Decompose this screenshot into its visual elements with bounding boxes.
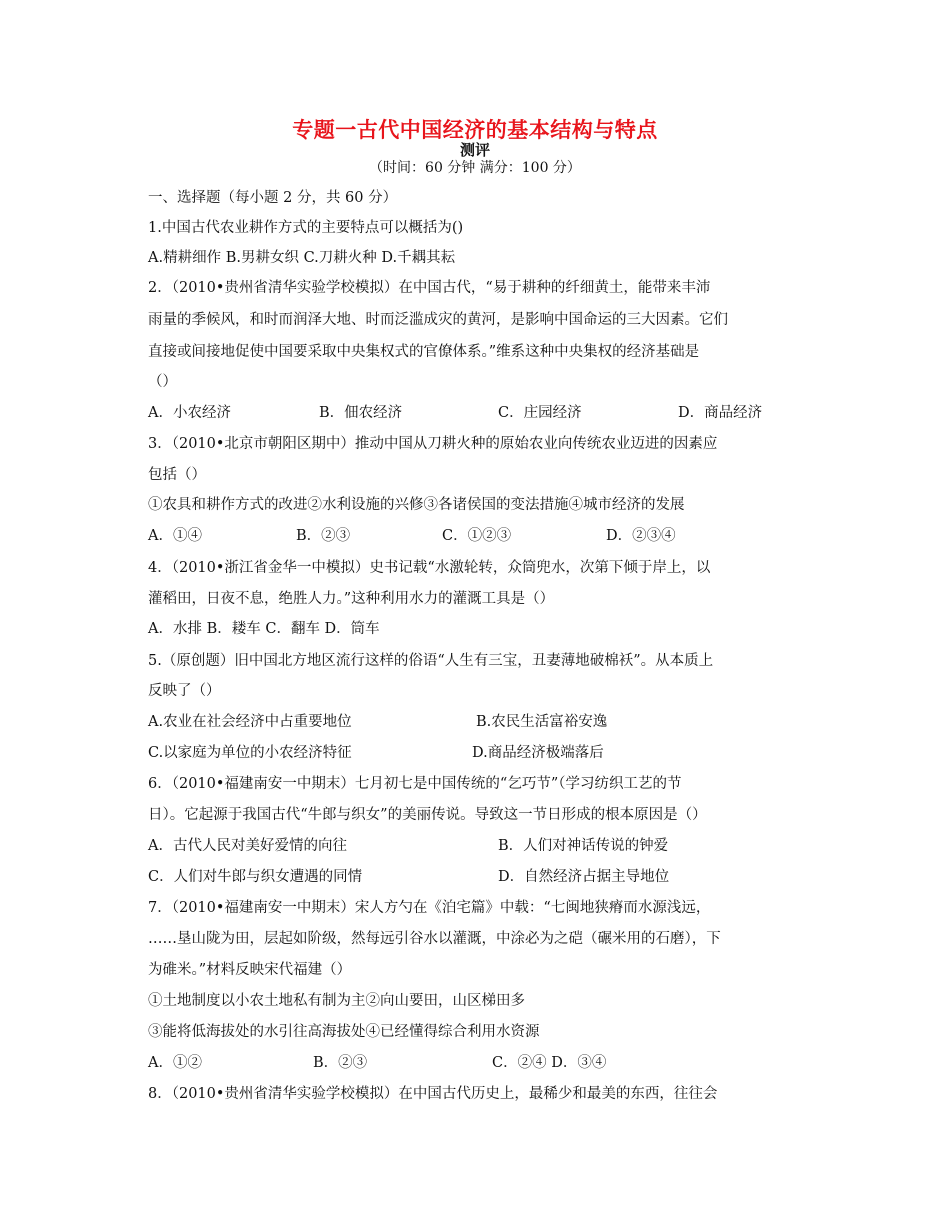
q5-option-a: A.农业在社会经济中占重要地位 bbox=[148, 714, 352, 730]
q3-option-b: B．②③ bbox=[296, 528, 351, 544]
q5-option-c: C.以家庭为单位的小农经济特征 bbox=[148, 745, 352, 761]
q3-line3: ①农具和耕作方式的改进②水利设施的兴修③各诸侯国的变法措施④城市经济的发展 bbox=[148, 497, 685, 513]
q3-option-d: D．②③④ bbox=[606, 528, 676, 544]
q7-line4: ①土地制度以小农土地私有制为主②向山要田，山区梯田多 bbox=[148, 993, 525, 1009]
q2-option-c: C．庄园经济 bbox=[498, 405, 582, 421]
q7-line5: ③能将低海拔处的水引往高海拔处④已经懂得综合利用水资源 bbox=[148, 1024, 540, 1040]
q8-line1: 8．（2010•贵州省清华实验学校模拟）在中国古代历史上，最稀少和最美的东西，往往会 bbox=[148, 1086, 718, 1102]
q6-line1: 6．（2010•福建南安一中期末）七月初七是中国传统的“乞巧节”（学习纺织工艺的节 bbox=[148, 776, 682, 792]
q3-line1: 3．（2010•北京市朝阳区期中）推动中国从刀耕火种的原始农业向传统农业迈进的因素应 bbox=[148, 436, 718, 452]
q7-line2: ……垦山陇为田，层起如阶级，然每远引谷水以灌溉，中涂必为之硙（碾米用的石磨），下 bbox=[148, 931, 721, 947]
q6-option-b: B．人们对神话传说的钟爱 bbox=[498, 838, 669, 854]
q6-option-d: D．自然经济占据主导地位 bbox=[498, 869, 670, 885]
q6-option-a: A．古代人民对美好爱情的向往 bbox=[148, 838, 347, 854]
q2-line4: （） bbox=[148, 374, 177, 390]
q4-line2: 灌稻田，日夜不息，绝胜人力。”这种利用水力的灌溉工具是（） bbox=[148, 591, 555, 607]
q6-line2: 日）。它起源于我国古代“牛郎与织女”的美丽传说。导致这一节日形成的根本原因是（） bbox=[148, 807, 707, 823]
q4-options: A．水排 B．耧车 C．翻车 D．筒车 bbox=[148, 621, 380, 637]
q7-option-cd: C．②④ D．③④ bbox=[492, 1055, 607, 1071]
q2-option-d: D．商品经济 bbox=[678, 405, 763, 421]
document-title: 专题一古代中国经济的基本结构与特点 bbox=[292, 118, 658, 142]
q7-option-a: A．①② bbox=[148, 1055, 202, 1071]
q5-line2: 反映了（） bbox=[148, 683, 221, 699]
q5-option-d: D.商品经济极端落后 bbox=[472, 745, 604, 761]
q6-options-row1 bbox=[148, 834, 798, 858]
q2-line1: 2．（2010•贵州省清华实验学校模拟）在中国古代，“易于耕种的纤细黄土，能带来丰沛 bbox=[148, 280, 711, 296]
q5-options-row1 bbox=[148, 710, 798, 734]
q6-options-row2 bbox=[148, 865, 798, 889]
q1-stem: 1.中国古代农业耕作方式的主要特点可以概括为() bbox=[148, 220, 464, 236]
q3-options bbox=[148, 524, 798, 548]
q3-option-a: A．①④ bbox=[148, 528, 202, 544]
exam-meta: （时间：60 分钟 满分：100 分） bbox=[369, 160, 581, 176]
section-heading: 一、选择题（每小题 2 分，共 60 分） bbox=[148, 190, 398, 206]
q4-line1: 4．（2010•浙江省金华一中模拟）史书记载“水激轮转，众筒兜水，次第下倾于岸上，以 bbox=[148, 560, 711, 576]
q6-option-c: C．人们对牛郎与织女遭遇的同情 bbox=[148, 869, 363, 885]
q7-line1: 7．（2010•福建南安一中期末）宋人方勺在《泊宅篇》中载：“七闽地狭瘠而水源浅远， bbox=[148, 900, 711, 916]
document-subtitle: 测评 bbox=[459, 141, 490, 159]
q5-option-b: B.农民生活富裕安逸 bbox=[476, 714, 608, 730]
q2-line3: 直接或间接地促使中国要采取中央集权式的官僚体系。”维系这种中央集权的经济基础是 bbox=[148, 344, 700, 360]
q7-option-b: B．②③ bbox=[313, 1055, 368, 1071]
q2-option-a: A．小农经济 bbox=[148, 405, 231, 421]
q5-line1: 5.（原创题）旧中国北方地区流行这样的俗语“人生有三宝，丑妻薄地破棉袄”。从本质上 bbox=[148, 653, 714, 669]
q7-options bbox=[148, 1051, 798, 1075]
q1-options: A.精耕细作 B.男耕女织 C.刀耕火种 D.千耦其耘 bbox=[148, 250, 456, 266]
q5-options-row2 bbox=[148, 741, 798, 765]
q3-line2: 包括（） bbox=[148, 467, 206, 483]
q2-options bbox=[148, 401, 798, 425]
q2-option-b: B．佃农经济 bbox=[319, 405, 403, 421]
q7-line3: 为碓米。”材料反映宋代福建（） bbox=[148, 962, 352, 978]
q3-option-c: C．①②③ bbox=[442, 528, 512, 544]
q2-line2: 雨量的季候风，和时而润泽大地、时而泛滥成灾的黄河，是影响中国命运的三大因素。它们 bbox=[148, 312, 728, 328]
